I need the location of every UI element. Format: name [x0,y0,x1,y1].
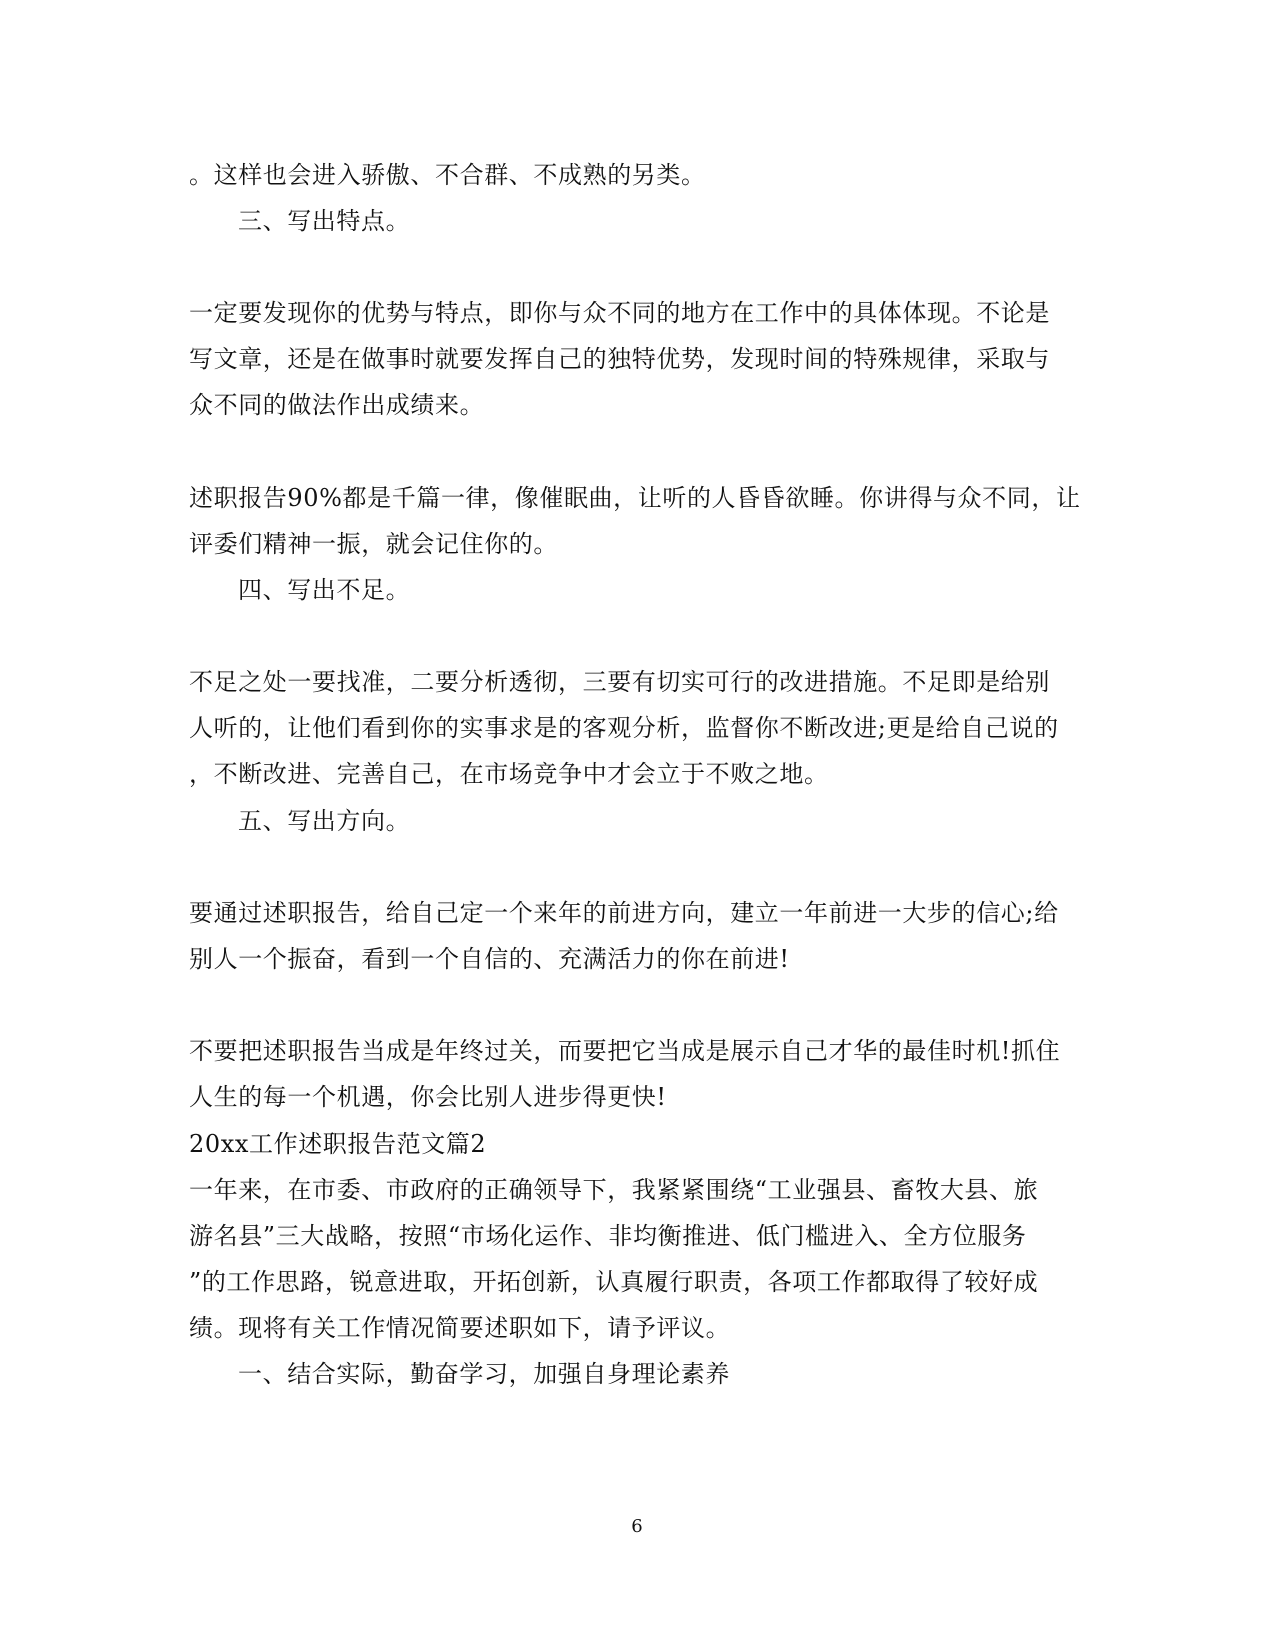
page-number: 6 [631,1516,643,1537]
text-line: 要通过述职报告，给自己定一个来年的前进方向，建立一年前进一大步的信心;给 [189,899,1059,927]
text-line: 别人一个振奋，看到一个自信的、充满活力的你在前进! [189,945,790,973]
text-line: 评委们精神一振，就会记住你的。 [189,530,558,558]
text-line: 写文章，还是在做事时就要发挥自己的独特优势，发现时间的特殊规律，采取与 [189,345,1050,373]
text-line: 人生的每一个机遇，你会比别人进步得更快! [189,1083,667,1111]
text-line: 人听的，让他们看到你的实事求是的客观分析，监督你不断改进;更是给自己说的 [189,714,1059,742]
text-line: 一定要发现你的优势与特点，即你与众不同的地方在工作中的具体体现。不论是 [189,299,1050,327]
section-heading: 四、写出不足。 [238,576,411,604]
section-heading: 三、写出特点。 [238,207,411,235]
text-line: 众不同的做法作出成绩来。 [189,391,485,419]
text-line: ，不断改进、完善自己，在市场竞争中才会立于不败之地。 [189,760,829,788]
article-title: 20xx工作述职报告范文篇2 [189,1130,487,1158]
text-line: 。这样也会进入骄傲、不合群、不成熟的另类。 [189,161,706,189]
section-heading: 五、写出方向。 [238,807,411,835]
text-line: 一年来，在市委、市政府的正确领导下，我紧紧围绕“工业强县、畜牧大县、旅 [189,1176,1039,1204]
text-line: 述职报告90%都是千篇一律，像催眠曲，让听的人昏昏欲睡。你讲得与众不同，让 [189,484,1081,512]
text-line: 游名县”三大战略，按照“市场化运作、非均衡推进、低门槛进入、全方位服务 [189,1222,1027,1250]
text-line: 绩。现将有关工作情况简要述职如下，请予评议。 [189,1314,731,1342]
text-line: 不要把述职报告当成是年终过关，而要把它当成是展示自己才华的最佳时机!抓住 [189,1037,1061,1065]
section-heading: 一、结合实际，勤奋学习，加强自身理论素养 [238,1360,730,1388]
text-line: 不足之处一要找准，二要分析透彻，三要有切实可行的改进措施。不足即是给别 [189,668,1050,696]
text-line: ”的工作思路，锐意进取，开拓创新，认真履行职责，各项工作都取得了较好成 [189,1268,1039,1296]
